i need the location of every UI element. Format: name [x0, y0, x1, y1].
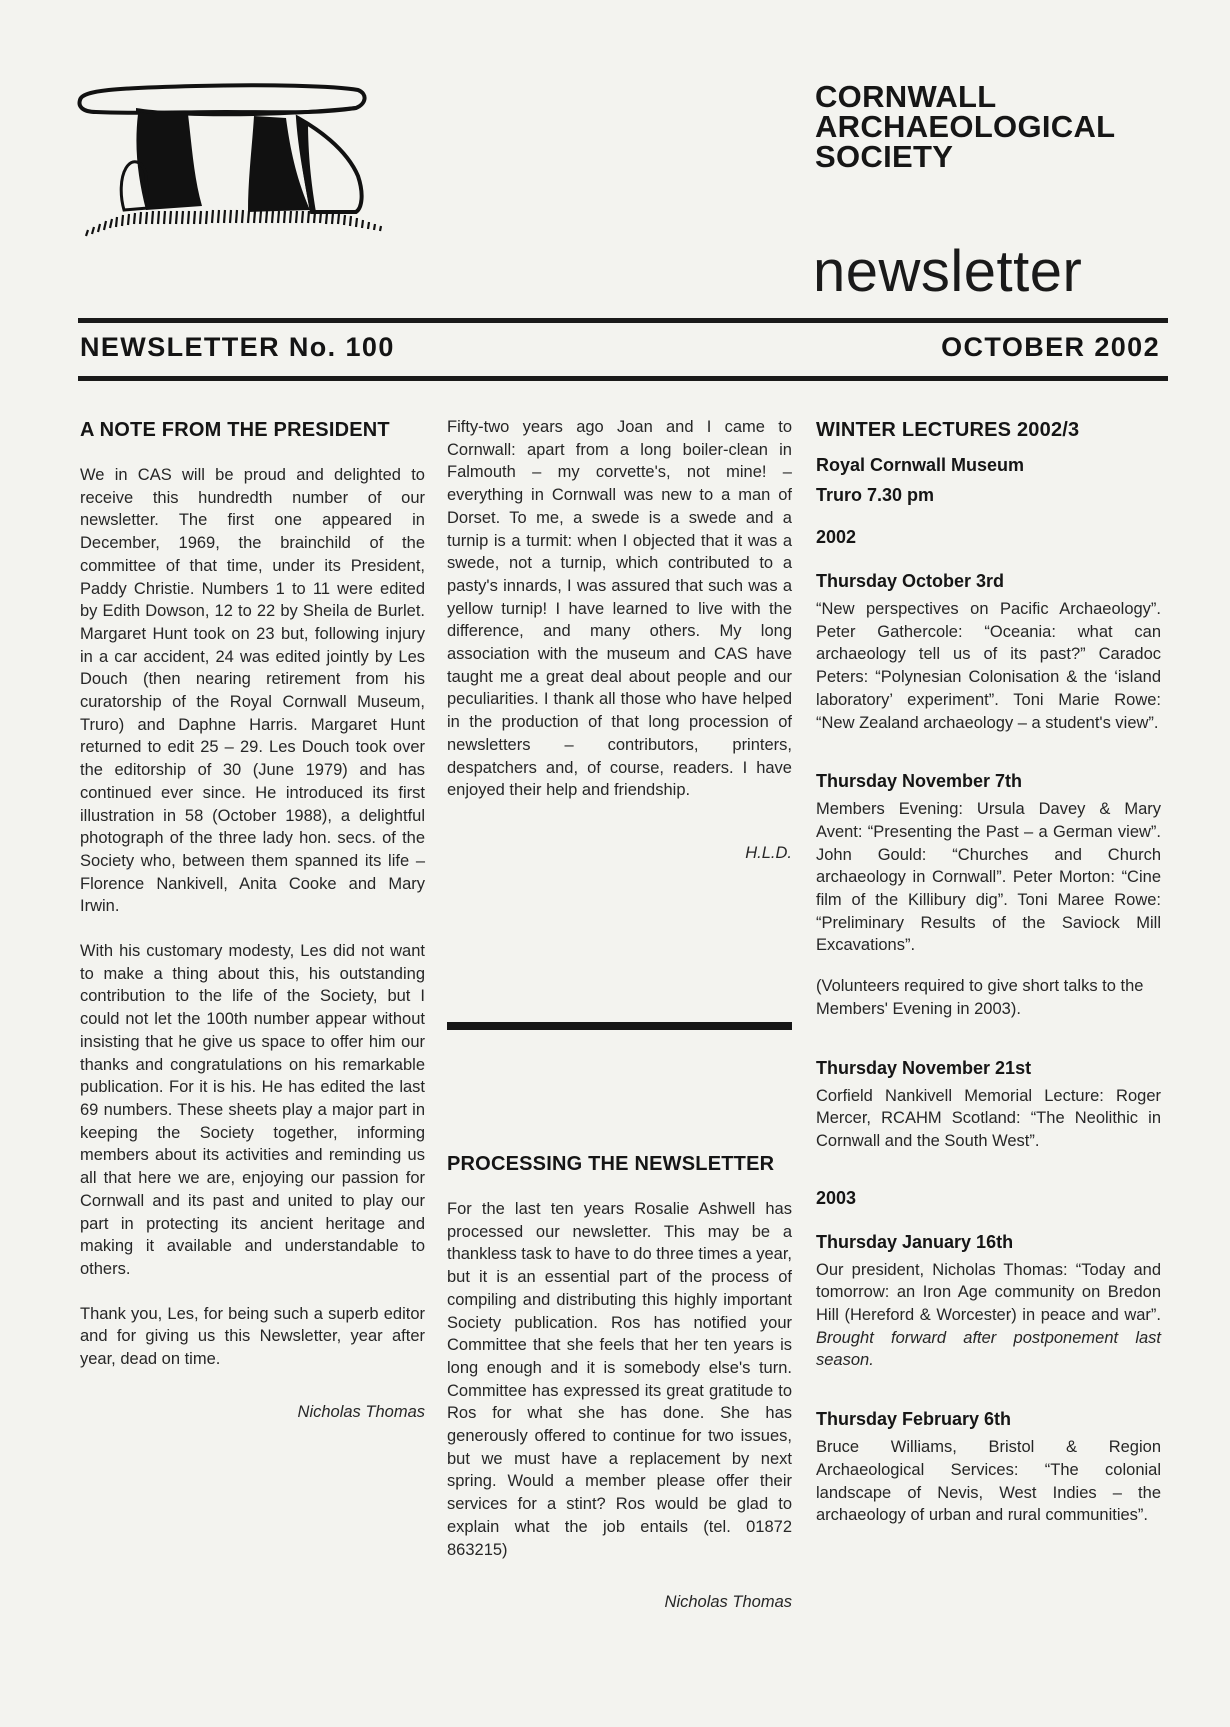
section-title: WINTER LECTURES 2002/3 [816, 419, 1080, 441]
masthead [815, 79, 1195, 174]
lecture-text [816, 1259, 1161, 1373]
org-name-line: ARCHAEOLOGICAL [815, 109, 1116, 144]
president-note [80, 418, 425, 1423]
lecture-date: Thursday January 16th [816, 1231, 1014, 1252]
org-name-line: CORNWALL [815, 79, 997, 114]
lecture-date: Thursday October 3rd [816, 571, 1005, 591]
hld-note [447, 416, 792, 865]
year-heading: 2002 [816, 527, 857, 547]
bottom-rule [78, 376, 1168, 381]
column-divider [447, 1022, 792, 1030]
signature: H.L.D. [745, 843, 792, 862]
lecture-text: Corfield Nankivell Memorial Lecture: Roger Mercer, RCAHM Scotland: “The Neolithic in Cornwall and the South West”. [816, 1086, 1161, 1150]
lecture-item [816, 1408, 1161, 1527]
paragraph: We in CAS will be proud and delighted to receive this hundredth number of our newsletter. The first one appeared in December, 1969, the brainchild of the committee of that time, under its President, Paddy Christie. Numbers 1 to 11 were edited by Edith Dowson, 12 to 22 by Sheila de Burlet. Margaret Hunt took on 23 but, following injury in a car accident, 24 was edited jointly by Les Douch (then nearing retirement from his curatorship of the Royal Cornwall Museum, Truro) and Daphne Harris. Margaret Hunt returned to edit 25 – 29. Les Douch took over the editorship of 30 (June 1979) and has continued ever since. He introduced its first illustration in 58 (October 1988), a delightful photograph of the three lady hon. secs. of the Society who, between them spanned its life – Florence Nankivell, Anita Cooke and Mary Irwin. [80, 466, 425, 916]
lecture-date: Thursday February 6th [816, 1409, 1012, 1430]
paragraph: Fifty-two years ago Joan and I came to Cornwall: apart from a long boiler-clean in Falmouth – my corvette's, not mine! – everything in Cornwall was new to a man of Dorset. To me, a swede is a swede and a turnip is a turmit: when I objected that it was a swede, not a turnip, which contributed to a pasty's innards, I was assured that such was a yellow turnip! I have learned to live with the difference, and many others. My long association with the museum and CAS have taught me a great deal about people and our peculiarities. I thank all those who have helped in the production of that long procession of newsletters – contributors, printers, despatchers and, of course, readers. I have enjoyed their help and friendship. [447, 418, 792, 800]
paragraph: With his customary modesty, Les did not want to make a thing about this, his outstanding contribution to the life of the Society, but I could not let the 100th number appear without insisting that he give us space to offer him our thanks and congratulations on his remarkable publication. For it is his. He has edited the last 69 numbers. These sheets play a major part in keeping the Society together, informing members about its activities and reminding us all that here we are, enjoying our passion for Cornwall and its past and united to play our part in protecting its ancient heritage and making it available and understandable to others. [80, 942, 425, 1278]
venue: Royal Cornwall Museum [816, 455, 1025, 475]
lecture-text-main: Our president, Nicholas Thomas: “Today and tomorrow: an Iron Age community on Bredon Hill (Hereford & Worcester) in peace and war”. [816, 1260, 1161, 1325]
lecture-date: Thursday November 21st [816, 1057, 1032, 1078]
issue-number: NEWSLETTER No. 100 [80, 332, 395, 362]
dolmen-logo-icon [76, 78, 396, 238]
signature: Nicholas Thomas [664, 1593, 792, 1612]
issue-bar [80, 330, 1160, 370]
lecture-item [816, 570, 1161, 734]
processing-section [447, 1152, 792, 1614]
lecture-date: Thursday November 7th [816, 771, 1023, 792]
winter-lectures [816, 418, 1161, 1527]
top-rule [78, 318, 1168, 323]
lecture-text: “New perspectives on Pacific Archaeology”. Peter Gathercole: “Oceania: what can archaeology tell us of its past?” Caradoc Peters: “Polynesian Colonisation & the ‘island laboratory’ experiment”. Toni Marie Rowe: “New Zealand archaeology – a student's view”. [816, 600, 1161, 732]
issue-date: OCTOBER 2002 [941, 332, 1160, 362]
newsletter-wordmark: newsletter [813, 239, 1083, 304]
lecture-item [816, 770, 1161, 1020]
year-heading: 2003 [816, 1187, 857, 1208]
paragraph: Thank you, Les, for being such a superb editor and for giving us this Newsletter, year after year, dead on time. [80, 1304, 425, 1369]
lecture-item [816, 1231, 1161, 1373]
org-name-line: SOCIETY [815, 139, 954, 174]
lecture-italic-note: Brought forward after postponement last season. [816, 1328, 1161, 1370]
time: Truro 7.30 pm [816, 485, 935, 505]
section-title: PROCESSING THE NEWSLETTER [447, 1153, 775, 1175]
section-title: A NOTE FROM THE PRESIDENT [80, 419, 390, 441]
lecture-text: Members Evening: Ursula Davey & Mary Avent: “Presenting the Past – a German view”. John Gould: “Churches and Church archaeology in Cornwall”. Peter Morton: “Cine film of the Killibury dig”. Toni Maree Rowe: “Preliminary Results of the Saviock Mill Excavations”. [816, 800, 1161, 955]
paragraph: For the last ten years Rosalie Ashwell has processed our newsletter. This may be a thankless task to have to do three times a year, but it is an essential part of the process of compiling and distributing this highly important Society publication. Ros has notified your Committee that she feels that her ten years is long enough and it is somebody else's turn. Committee has expressed its great gratitude to Ros for what she has done. She has generously offered to continue for two issues, but we must have a replacement by next spring. Would a member please offer their services for a stint? Ros would be glad to explain what the job entails (tel. 01872 863215) [447, 1200, 792, 1559]
lecture-item [816, 1057, 1161, 1153]
lecture-note: (Volunteers required to give short talks to the Members' Evening in 2003). [816, 977, 1144, 1018]
signature: Nicholas Thomas [297, 1402, 425, 1421]
lecture-text: Bruce Williams, Bristol & Region Archaeological Services: “The colonial landscape of Nevis, West Indies – the archaeology of urban and rural communities”. [816, 1438, 1161, 1525]
